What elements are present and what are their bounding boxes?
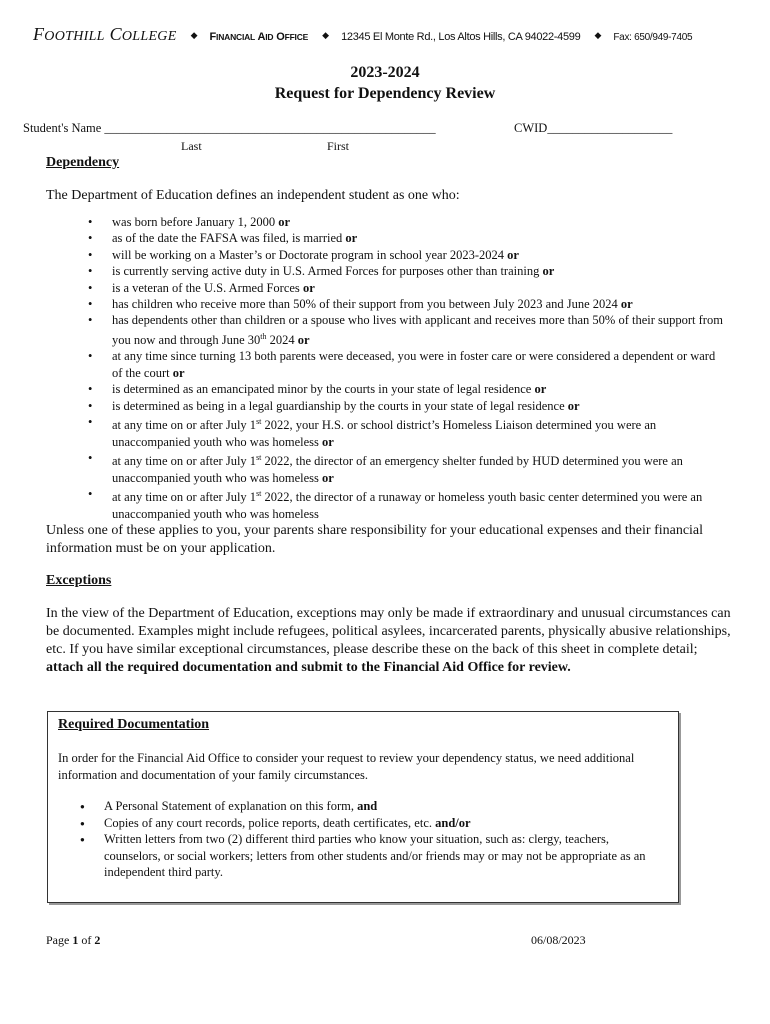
list-item: • has dependents other than children or a spouse who lives with applicant and receives more than 50% of their support from you now and through June 30th 2024 or <box>88 312 728 348</box>
letterhead <box>33 24 743 48</box>
required-documentation-heading: Required Documentation <box>58 717 210 732</box>
cwid-field[interactable]: CWID____________________ <box>514 121 673 135</box>
list-item: • at any time on or after July 1st 2022, the director of an emergency shelter funded by HUD determined you were an unaccompanied youth who was homeless or <box>88 450 728 486</box>
dependency-heading: Dependency <box>46 155 120 170</box>
revision-date: 06/08/2023 <box>531 933 586 947</box>
diamond-separator-icon: ◆ <box>322 30 330 40</box>
office-fax: Fax: 650/949-7405 <box>613 32 693 43</box>
first-name-label: First <box>327 139 350 153</box>
list-item: • at any time on or after July 1st 2022, the director of a runaway or homeless youth basic center determined you were an unaccompanied youth who was homeless <box>88 486 728 522</box>
last-name-label: Last <box>181 139 202 153</box>
list-item: • is determined as being in a legal guardianship by the courts in your state of legal residence or <box>88 398 728 414</box>
independent-criteria-list <box>88 214 728 522</box>
list-item: • as of the date the FAFSA was filed, is married or <box>88 230 728 246</box>
list-item: • at any time since turning 13 both parents were deceased, you were in foster care or were considered a dependent or ward of the court or <box>88 348 728 381</box>
dependency-intro: The Department of Education defines an independent student as one who: <box>46 188 460 203</box>
office-address: 12345 El Monte Rd., Los Altos Hills, CA 94022-4599 <box>341 31 581 43</box>
required-documentation-box <box>47 711 679 903</box>
list-item: • is a veteran of the U.S. Armed Forces or <box>88 280 728 296</box>
exceptions-body: In the view of the Department of Education, exceptions may only be made if extraordinary and unusual circumstances can be documented. Examples might include refugees, political asylees, incarcerated parents, physically abusive relationships, etc. If you have similar exceptional circumstances, please describe these on the back of this sheet in complete detail; attach all the required documentation and submit to the Financial Aid Office for review. <box>46 606 731 675</box>
list-item: ● Copies of any court records, police reports, death certificates, etc. and/or <box>80 815 665 832</box>
form-title: Request for Dependency Review <box>274 85 496 102</box>
list-item: ● A Personal Statement of explanation on this form, and <box>80 798 665 815</box>
college-name: FOOTHILL COLLEGE <box>33 24 177 44</box>
list-item: • is determined as an emancipated minor by the courts in your state of legal residence or <box>88 381 728 397</box>
required-documentation-intro: In order for the Financial Aid Office to consider your request to review your dependency status, we need additional information and documentation of your family circumstances. <box>58 751 635 782</box>
diamond-separator-icon: ◆ <box>190 30 198 40</box>
required-documentation-list <box>80 798 665 881</box>
form-year: 2023-2024 <box>350 64 420 81</box>
list-item: • will be working on a Master’s or Doctorate program in school year 2023-2024 or <box>88 247 728 263</box>
list-item: • is currently serving active duty in U.S. Armed Forces for purposes other than training or <box>88 263 728 279</box>
dependency-closing: Unless one of these applies to you, your parents share responsibility for your educational expenses and their financial information must be on your application. <box>46 523 704 556</box>
office-name: FINANCIAL AID OFFICE <box>209 31 309 43</box>
page-number: Page 1 of 2 <box>46 933 101 947</box>
list-item: • has children who receive more than 50% of their support from you between July 2023 and June 2024 or <box>88 296 728 312</box>
list-item: ● Written letters from two (2) different third parties who know your situation, such as: clergy, teachers, counselors, or social workers; letters from other students and/or friends may or may not be appropriate as an independent third party. <box>80 831 665 881</box>
exceptions-heading: Exceptions <box>46 573 112 588</box>
student-name-field[interactable]: Student's Name _____________________________________________________ <box>23 121 436 135</box>
diamond-separator-icon: ◆ <box>594 30 602 40</box>
list-item: • was born before January 1, 2000 or <box>88 214 728 230</box>
list-item: • at any time on or after July 1st 2022, your H.S. or school district’s Homeless Liaison determined you were an unaccompanied youth who was homeless or <box>88 414 728 450</box>
